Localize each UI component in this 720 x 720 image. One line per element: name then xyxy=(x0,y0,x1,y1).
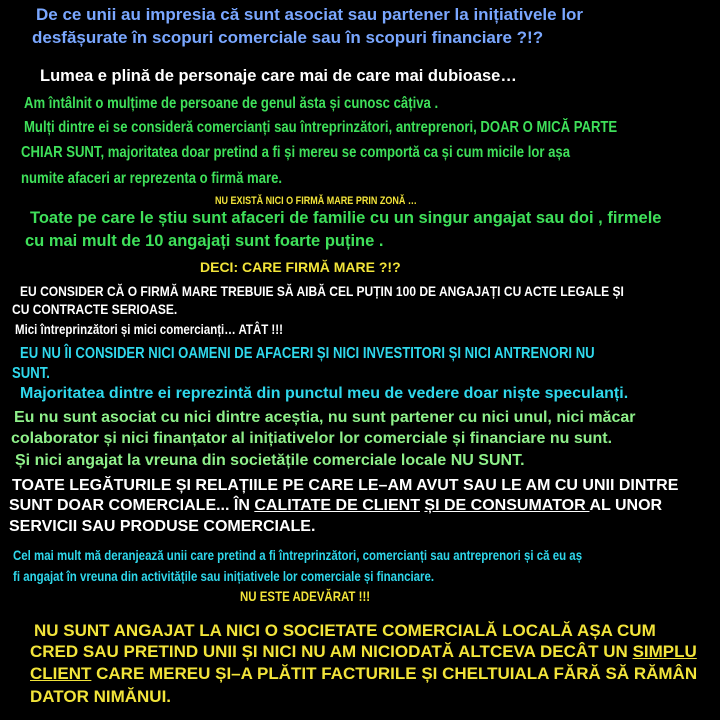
paragraph-line: numite afaceri ar reprezenta o firmă mare. xyxy=(21,170,283,187)
paragraph-line: Mici întreprinzători și mici comercianți… ATÂT !!! xyxy=(15,321,283,337)
paragraph-line: colaborator și nici finanțator al inițiativelor lor comerciale și financiare nu sunt. xyxy=(11,430,613,447)
paragraph-line: Mulți dintre ei se consideră comercianți sau întreprinzători, antreprenori, DOAR O MICĂ PARTE xyxy=(24,119,618,136)
paragraph-line: fi angajat în vreuna din activitățile sau inițiativele lor comerciale și financiare. xyxy=(13,568,435,584)
note-line: NU EXISTĂ NICI O FIRMĂ MARE PRIN ZONĂ … xyxy=(215,195,417,207)
paragraph-line: TOATE LEGĂTURILE ȘI RELAȚIILE PE CARE LE–AM AVUT SAU LE AM CU UNII DINTRE xyxy=(12,477,679,494)
paragraph-line: SUNT. xyxy=(12,365,50,382)
paragraph-line: Eu nu sunt asociat cu nici dintre aceștia, nu sunt partener cu nici unul, nici măcar xyxy=(14,409,636,426)
paragraph-line: DATOR NIMĂNUI. xyxy=(30,687,172,706)
paragraph-line: SUNT DOAR COMERCIALE... ÎN CALITATE DE CLIENT ȘI DE CONSUMATOR AL UNOR xyxy=(9,497,663,514)
paragraph-line: Majoritatea dintre ei reprezintă din punctul meu de vedere doar niște speculanți. xyxy=(20,385,629,402)
paragraph-line: CHIAR SUNT, majoritatea doar pretind a fi și mereu se comportă ca și cum micile lor așa xyxy=(21,144,571,161)
paragraph-line: cu mai mult de 10 angajați sunt foarte puține . xyxy=(25,232,384,250)
note-line: NU ESTE ADEVĂRAT !!! xyxy=(240,588,371,604)
paragraph-line: CU CONTRACTE SERIOASE. xyxy=(12,301,178,317)
paragraph-line: EU NU ÎI CONSIDER NICI OAMENI DE AFACERI ȘI NICI INVESTITORI ȘI NICI ANTRENORI NU xyxy=(20,345,595,362)
paragraph-line: EU CONSIDER CĂ O FIRMĂ MARE TREBUIE SĂ AIBĂ CEL PUȚIN 100 DE ANGAJAȚI CU ACTE LEGALE ȘI xyxy=(20,283,624,299)
title-line-2: desfășurate în scopuri comerciale sau în scopuri financiare ?!? xyxy=(32,28,544,47)
question-line: DECI: CARE FIRMĂ MARE ?!? xyxy=(200,259,401,275)
title-line-1: De ce unii au impresia că sunt asociat sau partener la inițiativele lor xyxy=(36,5,584,24)
paragraph-line: Cel mai mult mă deranjează unii care pretind a fi întreprinzători, comercianți sau antreprenori și că eu aș xyxy=(13,547,583,563)
paragraph-line: Am întâlnit o mulțime de persoane de genul ăsta și cunosc câțiva . xyxy=(24,95,439,112)
paragraph-line: Toate pe care le știu sunt afaceri de familie cu un singur angajat sau doi , firmele xyxy=(30,209,662,227)
paragraph-line: Și nici angajat la vreuna din societățile comerciale locale NU SUNT. xyxy=(15,452,525,469)
paragraph-line: NU SUNT ANGAJAT LA NICI O SOCIETATE COMERCIALĂ LOCALĂ AȘA CUM xyxy=(34,621,656,640)
paragraph-line: SERVICII SAU PRODUSE COMERCIALE. xyxy=(9,518,316,535)
subtitle: Lumea e plină de personaje care mai de care mai dubioase… xyxy=(40,67,517,85)
paragraph-line: CRED SAU PRETIND UNII ȘI NICI NU AM NICIODATĂ ALTCEVA DECÂT UN SIMPLU xyxy=(30,642,697,661)
paragraph-line: CLIENT CARE MEREU ȘI–A PLĂTIT FACTURILE ȘI CHELTUIALA FĂRĂ SĂ RĂMÂN xyxy=(30,664,698,683)
